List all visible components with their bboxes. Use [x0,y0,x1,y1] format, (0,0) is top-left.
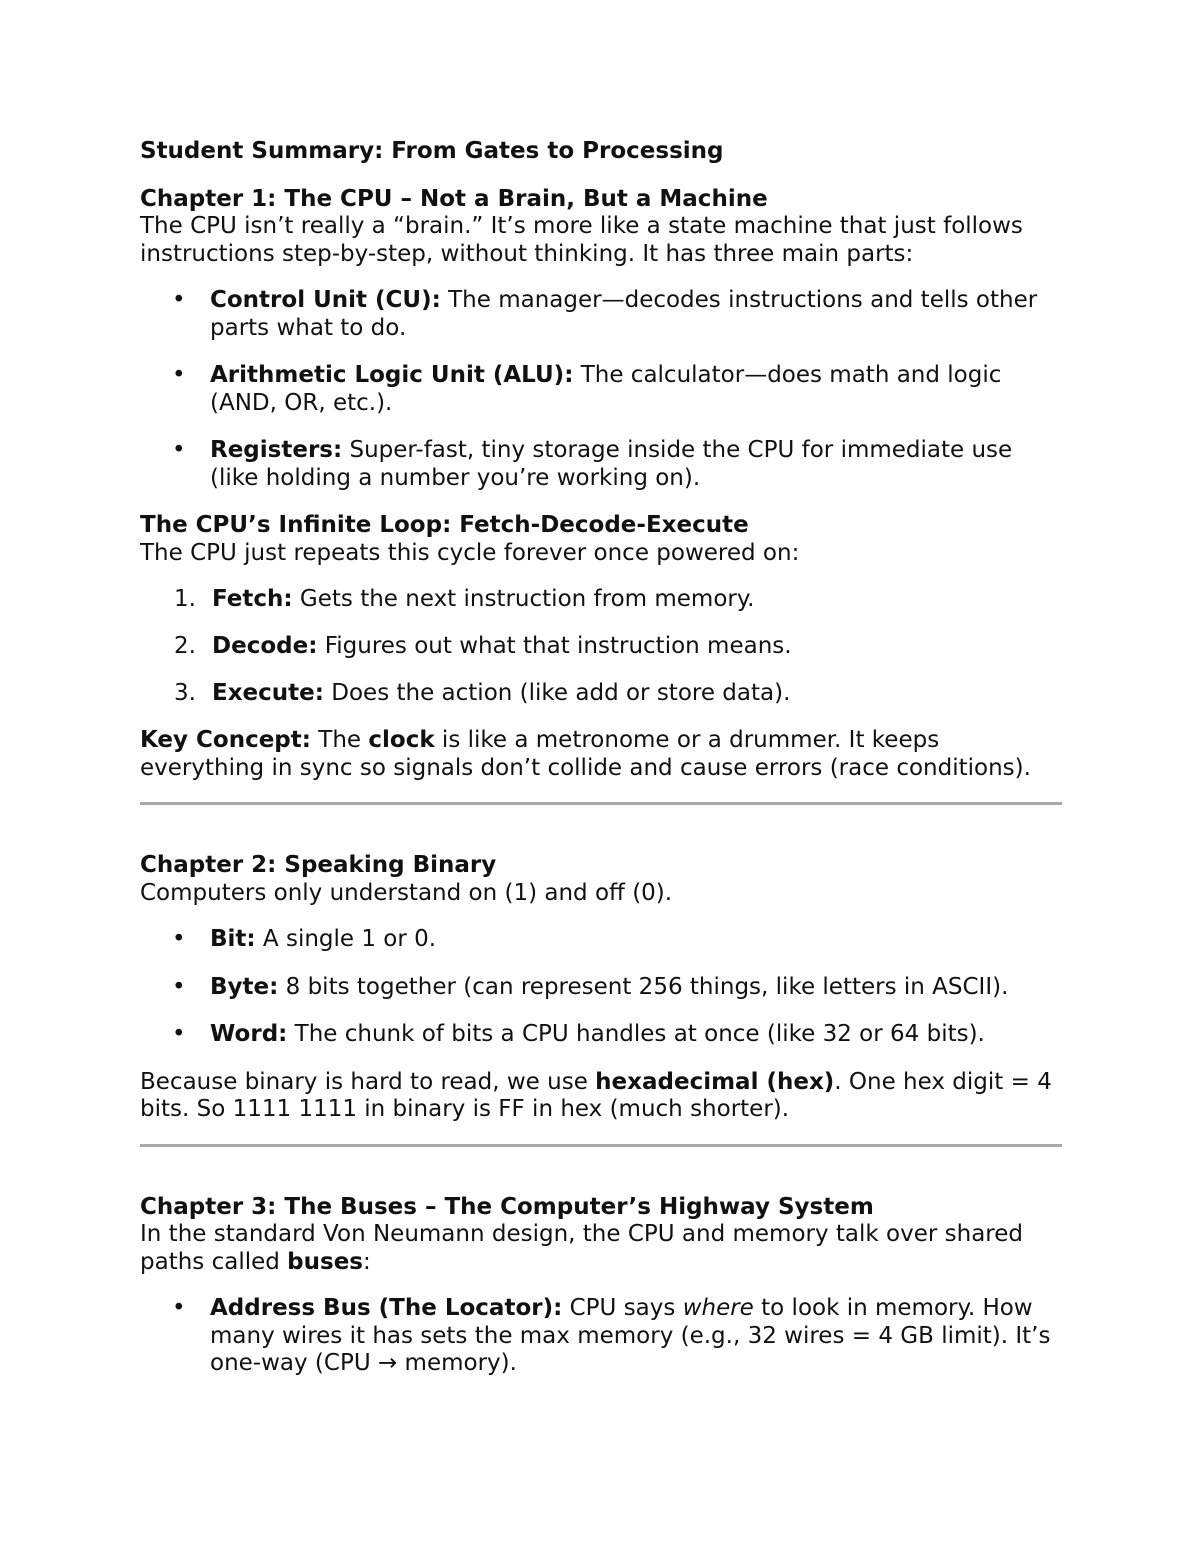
chapter-2-heading: Chapter 2: Speaking Binary [140,852,497,878]
chapter-2-section [140,852,1065,1124]
term-word: Word: [210,1021,288,1047]
term-registers: Registers: [210,437,343,463]
list-item-execute [140,680,1065,708]
list-item-registers [140,437,1065,492]
hex-paragraph [140,1069,1065,1124]
list-item-control-unit [140,287,1065,342]
chapter-2-intro: Computers only understand on (1) and off (0). [140,879,673,906]
list-item-alu [140,362,1065,417]
desc-fetch: Gets the next instruction from memory. [292,586,755,612]
key-concept-text-pre: The [310,727,369,753]
document-page [140,138,1065,1398]
buses-list [140,1295,1065,1378]
list-item-address-bus [140,1295,1065,1378]
key-concept-bold-term: clock [368,727,435,753]
key-concept-label: Key Concept: [140,727,311,753]
chapter-3-intro-bold: buses [287,1248,363,1275]
term-byte: Byte: [210,973,279,1000]
chapter-1-intro: The CPU isn’t really a “brain.” It’s more like a state machine that just follows instructions step-by-step, without thinking. It has three main parts: [140,213,1023,267]
desc-execute: Does the action (like add or store data). [323,680,791,706]
key-concept-paragraph [140,727,1065,782]
chapter-1-section [140,186,1065,783]
desc-byte: 8 bits together (can represent 256 things, like letters in ASCII). [278,973,1009,1000]
list-item-fetch [140,586,1065,614]
term-fetch: Fetch: [212,586,293,612]
cpu-parts-list [140,287,1065,492]
chapter-3-intro-post: : [363,1248,371,1275]
document-title: Student Summary: From Gates to Processing [140,138,724,164]
address-bus-text-pre: CPU says [562,1295,683,1321]
list-item-byte [140,974,1065,1002]
binary-units-list [140,926,1065,1049]
desc-decode: Figures out what that instruction means. [317,633,792,659]
term-bit: Bit: [210,926,256,952]
chapter-3-intro [140,1221,1065,1276]
chapter-3-intro-pre: In the standard Von Neumann design, the CPU and memory talk over shared paths called [140,1221,1023,1275]
desc-alu: The calculator—does math and logic (AND, OR, etc.). [210,362,1002,416]
term-execute: Execute: [212,680,324,706]
address-bus-text-post: to look in memory. How many wires it has sets the max memory (e.g., 32 wires = 4 GB limit). It’s one-way (CPU → memory). [210,1295,1051,1376]
desc-registers: Super-fast, tiny storage inside the CPU for immediate use (like holding a number you’re working on). [210,437,1013,491]
key-concept-text-post: is like a metronome or a drummer. It keeps everything in sync so signals don’t collide and cause errors (race conditions). [140,727,1031,781]
term-decode: Decode: [212,633,318,659]
fetch-decode-execute-list [140,586,1065,708]
desc-bit: A single 1 or 0. [255,926,437,952]
term-control-unit: Control Unit (CU): [210,287,441,313]
list-item-word [140,1021,1065,1049]
term-address-bus: Address Bus (The Locator): [210,1295,563,1321]
list-item-bit [140,926,1065,954]
hex-text-post: . One hex digit = 4 bits. So 1111 1111 in binary is FF in hex (much shorter). [140,1068,1052,1122]
loop-intro: The CPU just repeats this cycle forever once powered on: [140,539,800,566]
section-divider [140,1144,1062,1147]
step-number: 1. [174,586,196,612]
loop-heading: The CPU’s Infinite Loop: Fetch-Decode-Execute [140,512,749,538]
address-bus-italic: where [682,1295,754,1321]
step-number: 3. [174,680,196,706]
section-divider [140,802,1062,805]
hex-text-pre: Because binary is hard to read, we use [140,1068,596,1095]
desc-control-unit: The manager—decodes instructions and tells other parts what to do. [210,287,1038,341]
chapter-3-section [140,1194,1065,1378]
list-item-decode [140,633,1065,661]
chapter-3-heading: Chapter 3: The Buses – The Computer’s Highway System [140,1193,874,1220]
step-number: 2. [174,633,196,659]
desc-word: The chunk of bits a CPU handles at once (like 32 or 64 bits). [287,1021,985,1047]
chapter-1-heading: Chapter 1: The CPU – Not a Brain, But a Machine [140,185,768,212]
hex-bold-term: hexadecimal (hex) [595,1068,835,1095]
term-alu: Arithmetic Logic Unit (ALU): [210,362,574,388]
